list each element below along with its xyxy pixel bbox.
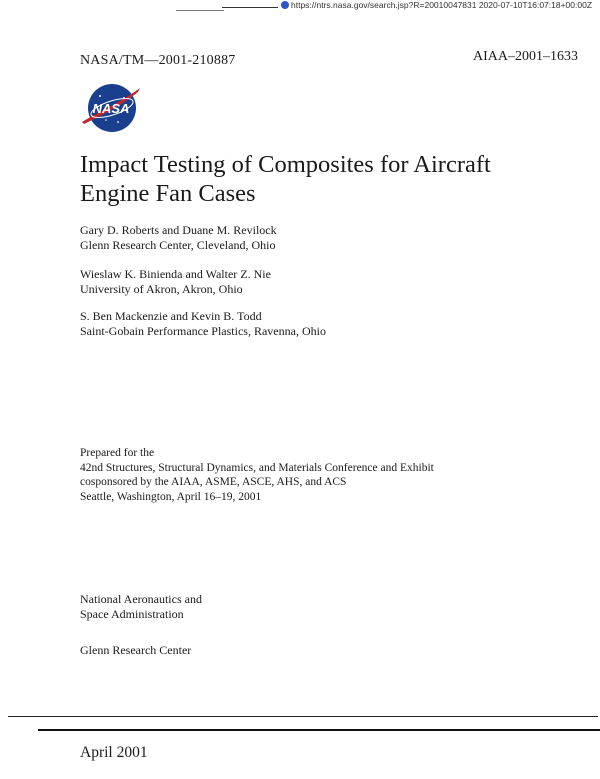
publication-date: April 2001	[80, 744, 148, 761]
author-affiliation: Saint-Gobain Performance Plastics, Ravenna, Ohio	[80, 324, 326, 338]
logo-wordmark: NASA	[92, 101, 130, 116]
report-number: NASA/TM—2001-210887	[80, 53, 236, 68]
nasa-meatball-logo-icon	[78, 82, 142, 134]
prepared-line-1: Prepared for the	[80, 447, 155, 459]
top-decorative-rule	[222, 7, 278, 8]
source-url[interactable]: https://ntrs.nasa.gov/search.jsp?R=20010047831 2020-07-10T16:07:18+00:00Z	[291, 0, 593, 10]
author-names: S. Ben Mackenzie and Kevin B. Todd	[80, 309, 262, 323]
author-names: Gary D. Roberts and Duane M. Revilock	[80, 223, 277, 237]
title-line-2: Engine Fan Cases	[80, 180, 256, 207]
aiaa-number: AIAA–2001–1633	[473, 49, 578, 64]
author-group-2	[80, 267, 271, 297]
prepared-line-3: cosponsored by the AIAA, ASME, ASCE, AHS, and ACS	[80, 476, 347, 488]
author-affiliation: University of Akron, Akron, Ohio	[80, 282, 243, 296]
top-decorative-rule-short	[176, 10, 224, 11]
agency-line-2: Space Administration	[80, 607, 184, 621]
author-affiliation: Glenn Research Center, Cleveland, Ohio	[80, 238, 276, 252]
prepared-line-2: 42nd Structures, Structural Dynamics, and Materials Conference and Exhibit	[80, 461, 434, 474]
document-title	[80, 150, 550, 208]
ntrs-link-icon	[281, 1, 289, 9]
research-center: Glenn Research Center	[80, 643, 192, 657]
agency-line-1: National Aeronautics and	[80, 592, 202, 606]
prepared-line-4: Seattle, Washington, April 16–19, 2001	[80, 490, 262, 503]
source-url-row[interactable]	[281, 0, 592, 10]
author-group-1	[80, 223, 277, 253]
footer-rule-thin	[8, 716, 598, 717]
prepared-for-block	[80, 446, 434, 504]
agency-name	[80, 592, 202, 622]
title-line-1: Impact Testing of Composites for Aircraft	[80, 151, 491, 178]
author-names: Wieslaw K. Binienda and Walter Z. Nie	[80, 267, 271, 281]
author-group-3	[80, 309, 326, 339]
footer-rule-thick	[38, 729, 600, 731]
